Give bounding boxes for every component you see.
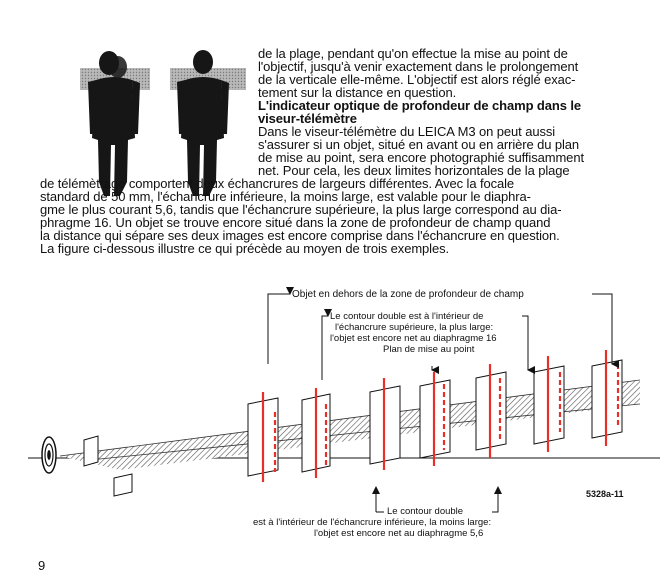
caption-lower-notch: Le contour double <box>387 506 464 517</box>
caption-lower-notch: l'objet est encore net au diaphragme 5,6 <box>314 528 484 539</box>
text-line: tement sur la distance en question. <box>258 85 457 100</box>
text-line: de la plage, pendant qu'on effectue la mise au point de <box>258 46 568 61</box>
silhouette-right-aligned <box>170 50 246 196</box>
page-number: 9 <box>38 558 46 573</box>
prism-lower <box>114 474 132 496</box>
caption-out-of-field: Objet en dehors de la zone de profondeur de champ <box>292 289 524 300</box>
text-line: de mise au point, sera encore photographié suffisamment <box>258 150 584 165</box>
text-line: Dans le viseur-télémètre du LEICA M3 on peut aussi <box>258 124 556 139</box>
figure-id: 5328a-11 <box>586 489 624 499</box>
section-heading: viseur-télémètre <box>258 111 357 126</box>
text-line: phragme 16. Un objet se trouve encore situé dans la zone de profondeur de champ quand <box>40 215 551 230</box>
silhouette-left-offset <box>80 51 150 196</box>
caption-upper-notch: l'échancrure supérieure, la plus large: <box>335 322 494 333</box>
section-heading: L'indicateur optique de profondeur de champ dans le <box>258 98 582 113</box>
caption-lower-notch: est à l'intérieur de l'échancrure inférieure, la moins large: <box>253 517 492 528</box>
text-line: La figure ci-dessous illustre ce qui précède au moyen de trois exemples. <box>40 241 450 256</box>
text-line: gme le plus courant 5,6, tandis que l'échancrure supérieure, la plus large correspond au dia- <box>40 202 562 217</box>
text-line: de télémètrage comportent deux échancrures de largeurs différentes. Avec la focale <box>40 176 515 191</box>
caption-upper-notch: Le contour double est à l'intérieur de <box>330 311 484 322</box>
caption-upper-notch: l'objet est encore net au diaphragme 16 <box>330 333 497 344</box>
eye-icon <box>42 437 56 473</box>
text-line: net. Pour cela, les deux limites horizontales de la plage <box>258 163 570 178</box>
caption-focus-plane: Plan de mise au point <box>383 344 475 355</box>
text-line: de la verticale elle-même. L'objectif est alors réglé exac- <box>258 72 576 87</box>
prism-upper <box>84 436 98 466</box>
text-line: s'assurer si un objet, situé en avant ou en arrière du plan <box>258 137 580 152</box>
text-line: la distance qui sépare ses deux images est encore comprise dans l'échancrure en question. <box>40 228 560 243</box>
text-line: standard de 50 mm, l'échancrure inférieure, la moins large, est valable pour le diaphra- <box>40 189 531 204</box>
text-line: l'objectif, jusqu'à venir exactement dans le prolongement <box>258 59 579 74</box>
